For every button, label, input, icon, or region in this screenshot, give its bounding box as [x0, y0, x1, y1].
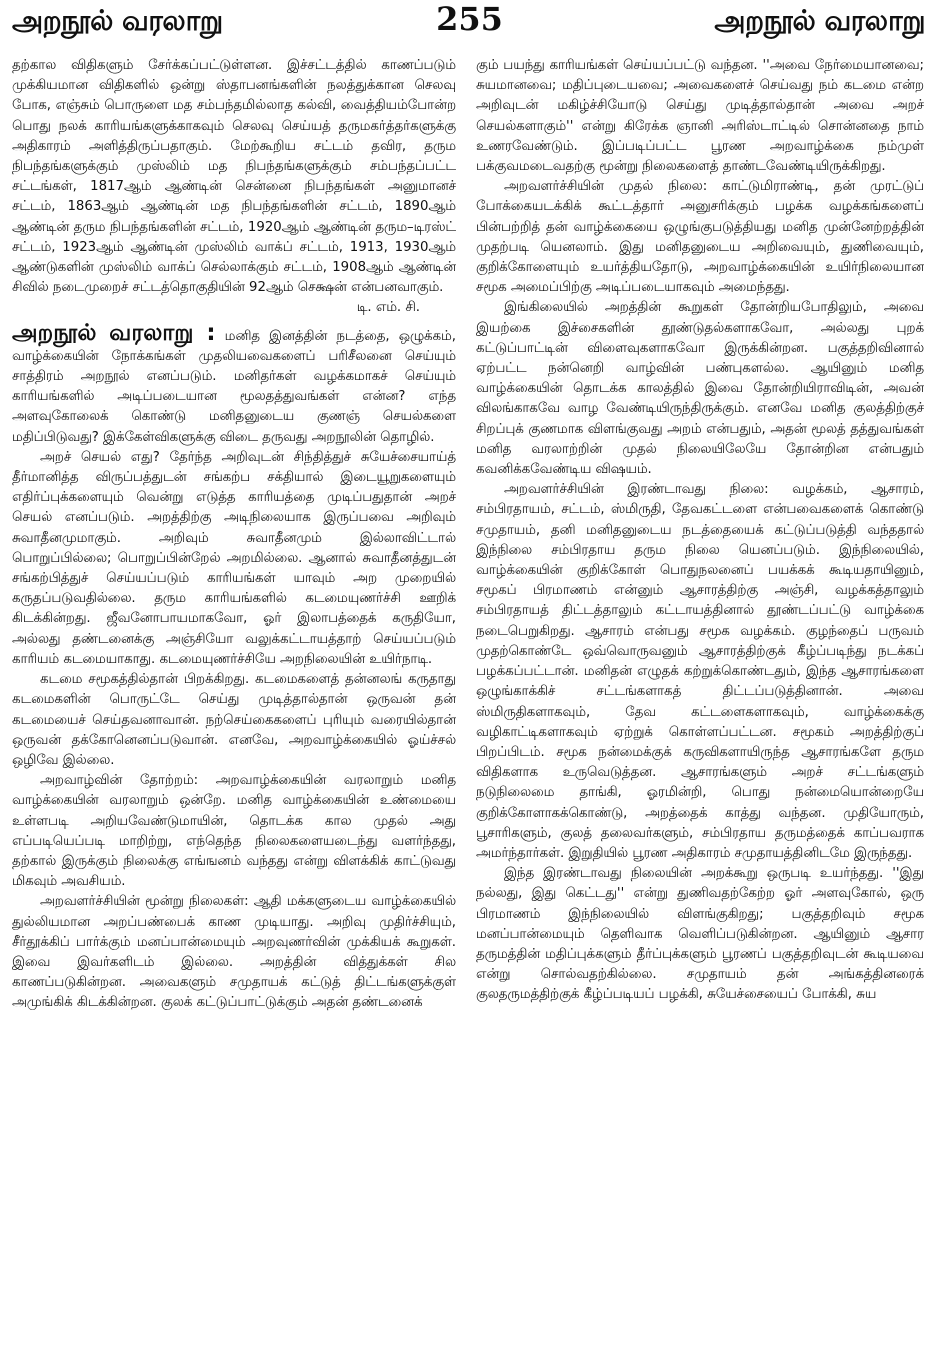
paragraph-first-stage-elements: இங்கிலையில் அறத்தின் கூறுகள் தோன்றியபோதிலும், அவை இயற்கை இச்சைகளின் தூண்டுதல்களாகவோ, அல்லது புறக் கட்டுப்பாட்டின் விளைவுகளாகவோ இருக்கின்றன. பகுத்தறிவினால் ஏற்பட்ட நன்னெறி வாழ்வின் பண்புகளல்ல. ஆயினும் மனித வாழ்க்கையின் தொடக்க காலத்தில் இவை தோன்றியிராவிடின், அவன் விலங்காகவே வாழ வேண்டியிருந்திருக்கும். எனவே மனித குலத்திற்குச் சிறப்புக் குணமாக விளங்குவது அறம் என்பதும், அதன் மூலத் தத்துவங்கள் மனித வரலாற்றின் முதல் நிலையிலேயே தோன்றின என்பதும் கவனிக்கவேண்டிய விஷயம்.: [476, 300, 924, 478]
entry-heading: அறநூல் வரலாறு :: [12, 319, 216, 346]
page-number: 255: [436, 0, 503, 38]
paragraph-duty: கடமை சமூகத்தில்தான் பிறக்கிறது. கடமைகளைத் தன்னலங் கருதாது கடமைகளின் பொருட்டே செய்து முடித்தால்தான் ஒருவன் தன் கடமையைச் செய்தவனாவான். நற்செய்கைகளைப் புரியும் வரையில்தான் ஒருவன் தக்கோனெனப்படுவான். எனவே, அறவாழ்க்கையில் ஓய்ச்சல் ஒழிவே இல்லை.: [12, 672, 456, 768]
running-title-left: அறநூல் வரலாறு: [12, 4, 223, 37]
paragraph-second-stage-value: இந்த இரண்டாவது நிலையின் அறக்கூறு ஒருபடி உயர்ந்தது. ''இது நல்லது, இது கெட்டது'' என்று துணிவதற்கேற்ற ஓர் அளவுகோல், ஒரு பிரமாணம் இந்நிலையில் விளங்குகிறது; பகுத்தறிவும் சமூக மனப்பான்மையும் தெளிவாக வெளிப்படுகின்றன. ஆயினும் ஆசார தருமத்தின் மதிப்புக்களும் தீர்ப்புக்களும் பூரணப் பகுத்தறிவுடன் கூடியவை என்று சொல்வதற்கில்லை. சமுதாயம் தன் அங்கத்தினரைக் குலதருமத்திற்குக் கீழ்ப்படியப் பழக்கி, சுயேச்சையைப் போக்கி, சுய: [476, 866, 924, 1003]
paragraph-continued-law-list: தற்கால விதிகளும் சேர்க்கப்பட்டுள்ளன. இச்சட்டத்தில் காணப்படும் முக்கியமான விதிகளில் ஒன்று ஸ்தாபனங்களின் நலத்துக்கான செலவு போக, எஞ்சும் பொருளை மத சம்பந்தமில்லாத கல்வி, வைத்தியம்போன்ற பொது நலக் காரியங்களுக்காகவும் செலவு செய்யத் தருமகர்த்தர்களுக்கு அதிகாரம் அளித்திருப்பதாகும். மேற்கூறிய சட்டம் தவிர, தரும நிபந்தங்களுக்கும் முஸ்லிம் மத நிபந்தங்களுக்கும் சம்பந்தப்பட்ட சட்டங்கள், 1817ஆம் ஆண்டின் சென்னை நிபந்தங்கள் அனுமானச் சட்டம், 1863ஆம் ஆண்டின் மத நிபந்தங்களின் சட்டம், 1890ஆம் ஆண்டின் தரும நிபந்தங்களின் சட்டம், 1920ஆம் ஆண்டின் தரும–டிரஸ்ட் சட்டம், 1923ஆம் ஆண்டின் முஸ்லிம் வாக்ப் சட்டம், 1913, 1930ஆம் ஆண்டுகளின் முஸ்லிம் வாக்ப் செல்லாக்கும் சட்டம், 1908ஆம் ஆண்டின் சிவில் நடைமுறைச் சட்டத்தொகுதியின் 92ஆம் செக்ஷன் என்பனவாகும்.: [12, 58, 456, 296]
right-column: [476, 56, 924, 1360]
running-title-right: அறநூல் வரலாறு: [714, 4, 925, 37]
page-header: [0, 0, 939, 52]
paragraph-three-stages: அறவளர்ச்சியின் மூன்று நிலைகள்: ஆதி மக்களுடைய வாழ்க்கையில் துல்லியமான அறப்பண்பைக் காண முடியாது. அறிவு முதிர்ச்சியும், சீர்தூக்கிப் பார்க்கும் மனப்பான்மையும் அறவுணர்வின் முக்கியக் கூறுகள். இவை இவர்களிடம் இல்லை. அறத்தின் வித்துக்கள் சில காணப்படுகின்றன. அவைகளும் சமுதாயக் கட்டுத் திட்டங்களுக்குள் அமுங்கிக் கிடக்கின்றன. குலக் கட்டுப்பாட்டுக்கும் அதன் தண்டனைக்: [12, 894, 456, 1011]
entry-intro-text: மனித இனத்தின் நடத்தை, ஒழுக்கம், வாழ்க்கையின் நோக்கங்கள் முதலியவைகளைப் பரிசீலனை செய்யும் சாத்திரம் அறநூல் எனப்படும். மனிதர்கள் வழக்கமாகச் செய்யும் காரியங்களில் அடிப்படையான மூலதத்துவங்கள் என்ன? எந்த அளவுகோலைக் கொண்டு மனிதனுடைய குணஞ் செயல்களை மதிப்பிடுவது? இக்கேள்விகளுக்கு விடை தருவது அறநூலின் தொழில்.: [12, 328, 456, 445]
entry-paragraph: [12, 319, 456, 448]
paragraph-moral-act: அறச் செயல் எது? தேர்ந்த அறிவுடன் சிந்தித்துச் சுயேச்சையாய்த் தீர்மானித்த விருப்பத்துடன் சங்கற்ப சக்தியால் இடையூறுகளையும் எதிர்ப்புக்களையும் வென்று எடுத்த காரியத்தை முடிப்பதுதான் அறச் செயல் எனப்படும். அறத்திற்கு அடிநிலையாக இருப்பவை அறிவும் சுவாதீனமுமாகும். அறிவும் சுவாதீனமும் இல்லாவிட்டால் பொறுப்பில்லை; பொறுப்பின்றேல் அறமில்லை. ஆனால் சுவாதீனத்துடன் சங்கற்பித்துச் செய்யப்படும் காரியங்கள் யாவும் அற முறையில் கருதப்படுவதில்லை. தரும காரியங்களில் கடமையுணர்ச்சி ஊறிக் கிடக்கின்றது. ஜீவனோபாயமாகவோ, ஓர் இலாபத்தைக் கருதியோ, அல்லது தண்டனைக்கு அஞ்சியோ வலுக்கட்டாயத்தாற் செய்யப்படும் காரியம் கடமையாகாது. கடமையுணர்ச்சியே அறநிலையின் உயிர்நாடி.: [12, 449, 456, 667]
paragraph-aristotle: கும் பயந்து காரியங்கள் செய்யப்பட்டு வந்தன. ''அவை நேர்மையானவை; சுயமானவை; மதிப்புடையவை; அவைகளைச் செய்வது நம் கடமை என்ற அறிவுடன் மகிழ்ச்சியோடு செய்து முடித்தால்தான் அவை அறச் செயல்களாகும்'' என்று கிரேக்க ஞானி அரிஸ்டாட்டில் சொன்னதை நாம் உணரவேண்டும். இப்படிப்பட்ட பூரண அறவாழ்க்கை நம்முள் பக்குவமடைவதற்கு மூன்று நிலைகளைத் தாண்டவேண்டியிருக்கிறது.: [476, 58, 924, 175]
author-signature: டி. எம். சி.: [356, 300, 420, 316]
paragraph-first-stage: அறவளர்ச்சியின் முதல் நிலை: காட்டுமிராண்டி, தன் முரட்டுப் போக்கையடக்கிக் கூட்டத்தார் அனுசரிக்கும் பழக்க வழக்கங்களைப் பின்பற்றித் தன் வாழ்க்கையை ஒழுங்குபடுத்தியது மனித முன்னேற்றத்தின் முதற்படி யெனலாம். இது மனிதனுடைய அறிவையும், துணிவையும், குறிக்கோளையும் உயர்த்தியதோடு, அறவாழ்க்கையின் உயிர்நிலையான சமூக அமைப்பிற்கு அடிப்படையாகவும் அமைந்தது.: [476, 179, 924, 296]
paragraph-second-stage: அறவளர்ச்சியின் இரண்டாவது நிலை: வழக்கம், ஆசாரம், சம்பிரதாயம், சட்டம், ஸ்மிருதி, தேவகட்டளை என்பவைகளைக் கொண்டு சமுதாயம், தனி மனிதனுடைய நடத்தையைக் கட்டுப்படுத்தி வந்ததால் இந்நிலை சம்பிரதாய தரும நிலை யெனப்படும். இந்நிலையில், வாழ்க்கையின் குறிக்கோள் பொதுநலனைப் பயக்கக் கூடியதாயினும், சமூகப் பிரமாணம் என்னும் ஆசாரத்திற்கு அஞ்சி, வழக்கத்தாலும் சம்பிரதாயத் திட்டத்தாலும் கட்டாயத்தினால் தூண்டப்பட்டு வாழ்க்கை நடைபெறுகிறது. ஆசாரம் என்பது சமூக வழக்கம். குழந்தைப் பருவம் முதற்கொண்டே ஒவ்வொருவனும் ஆசாரத்திற்குக் கீழ்ப்படிந்து நடக்கப் பழக்கப்பட்டான். மனிதன் எழுதக் கற்றுக்கொண்டதும், இந்த ஆசாரங்களை ஒழுங்காக்கிச் சட்டங்களாகத் திட்டப்படுத்தினான். அவை ஸ்மிருதிகளாகவும், தேவ கட்டளைகளாகவும், வாழ்க்கைக்கு வழிகாட்டிகளாகவும் ஏற்றுக் கொள்ளப்பட்டன. சமூகம் அறத்திற்குப் பிறப்பிடம். சமூக நன்மைக்குக் கருவிகளாயிருந்த ஆசாரங்களே தரும விதிகளாக உருவெடுத்தன. ஆசாரங்களும் அறச் சட்டங்களும் நடுநிலைமை தாங்கி, ஓரமின்றி, பொது நன்மையொன்றையே குறிக்கோளாகக்கொண்டு, அறத்தைக் காத்து வந்தன. முதியோரும், பூசாரிகளும், குலத் தலைவர்களும், சம்பிரதாய தருமத்தைக் காப்பவராக அமர்ந்தார்கள். இறுதியில் பூரண அதிகாரம் சமுதாயத்தினிடமே இருந்தது.: [476, 482, 924, 861]
left-column: [12, 56, 456, 1360]
paragraph-origin: அறவாழ்வின் தோற்றம்: அறவாழ்க்கையின் வரலாறும் மனித வாழ்க்கையின் வரலாறும் ஒன்றே. மனித வாழ்க்கையின் உண்மையை உள்ளபடி அறியவேண்டுமாயின், தொடக்க கால முதல் அது எப்படியெப்படி மாறிற்று, எந்தெந்த நிலைகளையடைந்து வளர்ந்தது, தற்கால் இருக்கும் நிலைக்கு எங்ஙனம் வந்தது என்று விளக்கிக் காட்டுவது மிகவும் அவசியம்.: [12, 773, 456, 890]
